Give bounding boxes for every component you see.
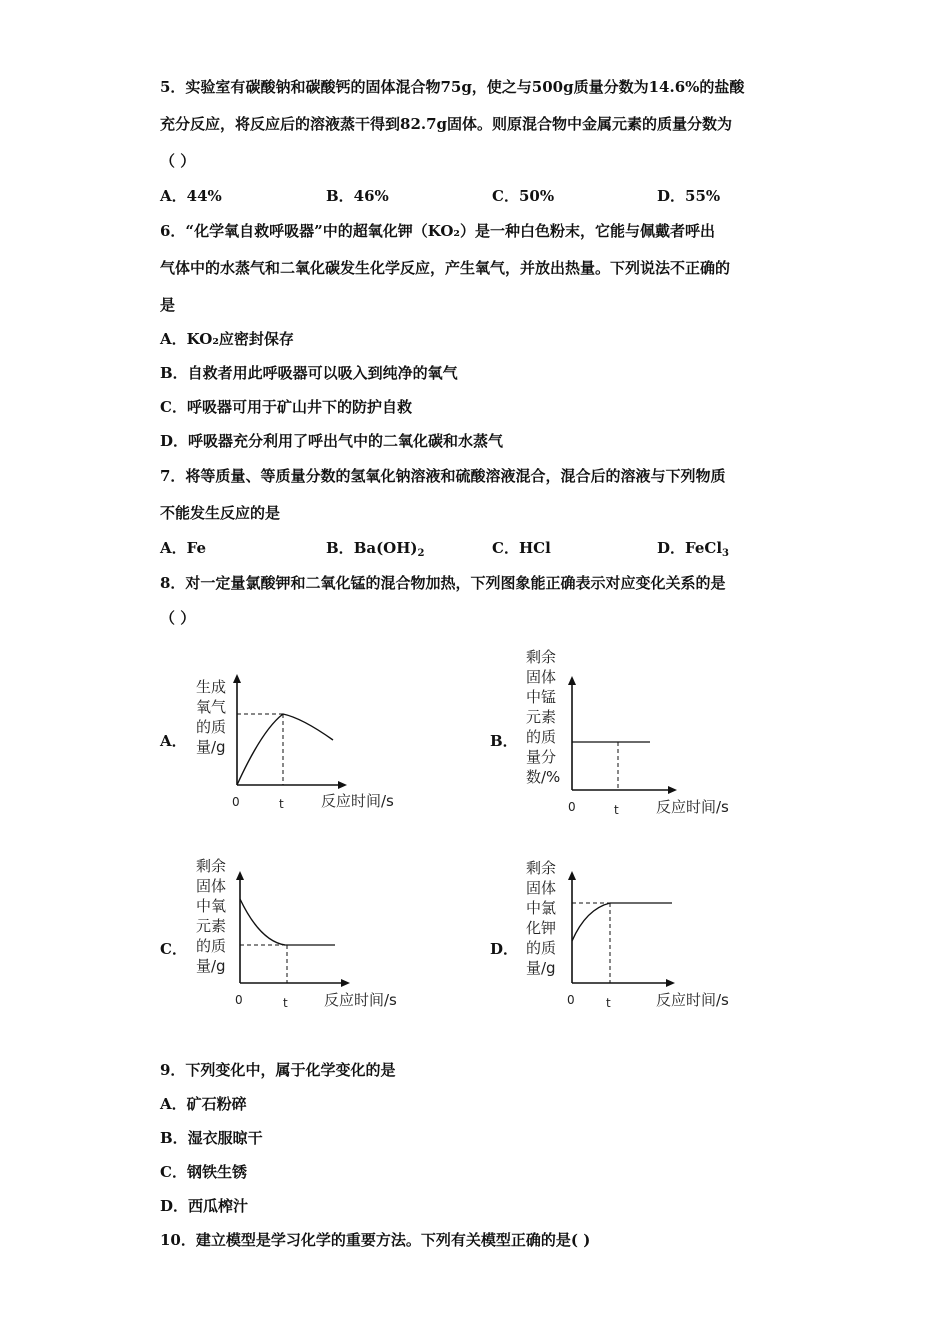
graph-b-t-tick: t bbox=[614, 803, 619, 817]
q6-stem-line1: 6．“化学氧自救呼吸器”中的超氧化钾（KO₂）是一种白色粉末，它能与佩戴者呼出 bbox=[160, 222, 715, 240]
q9-option-b: B．湿衣服晾干 bbox=[160, 1129, 263, 1147]
graph-d-x-arrow bbox=[666, 979, 675, 987]
graph-b-ylabel-4: 元素 bbox=[526, 708, 557, 726]
q8-graph-c bbox=[190, 853, 420, 1018]
graph-a-xlabel: 反应时间/s bbox=[321, 792, 394, 810]
q9-option-c: C．钢铁生锈 bbox=[160, 1163, 247, 1181]
graph-c-t-tick: t bbox=[283, 996, 288, 1010]
q8-graph-b-label: B． bbox=[490, 732, 518, 750]
graph-c-origin: 0 bbox=[235, 993, 243, 1007]
graph-b-ylabel-1: 剩余 bbox=[526, 648, 557, 666]
graph-a-ylabel-3: 的质 bbox=[196, 718, 227, 736]
graph-c-ylabel-5: 的质 bbox=[196, 937, 227, 955]
q9-option-d: D．西瓜榨汁 bbox=[160, 1197, 249, 1215]
graph-a-ylabel-1: 生成 bbox=[196, 678, 227, 696]
graph-c-ylabel-1: 剩余 bbox=[196, 857, 227, 875]
q8-graph-d bbox=[520, 853, 750, 1018]
graph-c-ylabel-3: 中氧 bbox=[196, 897, 227, 915]
q9-stem: 9．下列变化中，属于化学变化的是 bbox=[160, 1061, 396, 1079]
graph-d-t-tick: t bbox=[606, 996, 611, 1010]
q8-graph-a-label: A． bbox=[160, 732, 187, 750]
q10-stem: 10．建立模型是学习化学的重要方法。下列有关模型正确的是( ) bbox=[160, 1231, 591, 1249]
q6-option-d: D．呼吸器充分利用了呼出气中的二氧化碳和水蒸气 bbox=[160, 432, 504, 450]
graph-a-t-tick: t bbox=[279, 797, 284, 811]
graph-a-x-arrow bbox=[338, 781, 347, 789]
q9-option-a: A．矿石粉碎 bbox=[160, 1095, 247, 1113]
graph-c-y-arrow bbox=[236, 871, 244, 880]
graph-b-ylabel-3: 中锰 bbox=[526, 688, 557, 706]
graph-a-y-arrow bbox=[233, 674, 241, 683]
graph-d-curve bbox=[572, 903, 610, 941]
q8-stem-line2: （ ） bbox=[160, 609, 196, 627]
q7-option-c: C．HCl bbox=[492, 539, 551, 557]
graph-a-curve bbox=[237, 714, 333, 785]
q5-option-a: A．44% bbox=[160, 187, 222, 205]
q7-option-a: A．Fe bbox=[160, 539, 207, 557]
graph-a-ylabel-2: 氧气 bbox=[196, 698, 227, 716]
q6-option-c: C．呼吸器可用于矿山井下的防护自救 bbox=[160, 398, 412, 416]
q5-stem-line1: 5．实验室有碳酸钠和碳酸钙的固体混合物75g，使之与500g质量分数为14.6%的盐酸 bbox=[160, 78, 745, 96]
graph-d-ylabel-4: 化钾 bbox=[526, 919, 557, 937]
graph-c-ylabel-2: 固体 bbox=[196, 877, 227, 895]
q8-graph-b bbox=[520, 642, 750, 822]
graph-c-ylabel-4: 元素 bbox=[196, 917, 227, 935]
graph-c-curve bbox=[240, 899, 285, 945]
graph-b-ylabel-2: 固体 bbox=[526, 668, 557, 686]
graph-d-ylabel-2: 固体 bbox=[526, 879, 557, 897]
graph-c-ylabel-6: 量/g bbox=[196, 957, 226, 975]
graph-b-xlabel: 反应时间/s bbox=[656, 798, 729, 816]
q6-stem-line2: 气体中的水蒸气和二氧化碳发生化学反应，产生氧气，并放出热量。下列说法不正确的 bbox=[160, 259, 731, 277]
q5-stem-line3: （ ） bbox=[160, 152, 196, 170]
q7-option-b: B．$Ba(OH)_2$ bbox=[326, 539, 425, 559]
graph-c-x-arrow bbox=[341, 979, 350, 987]
graph-d-y-arrow bbox=[568, 871, 576, 880]
q8-stem-line1: 8．对一定量氯酸钾和二氧化锰的混合物加热，下列图象能正确表示对应变化关系的是 bbox=[160, 574, 726, 592]
graph-b-ylabel-7: 数/% bbox=[526, 768, 561, 786]
graph-d-ylabel-5: 的质 bbox=[526, 939, 557, 957]
q5-stem-line2: 充分反应，将反应后的溶液蒸干得到82.7g固体。则原混合物中金属元素的质量分数为 bbox=[160, 115, 733, 133]
q6-option-b: B．自救者用此呼吸器可以吸入到纯净的氧气 bbox=[160, 364, 458, 382]
graph-b-x-arrow bbox=[668, 786, 677, 794]
graph-a-origin: 0 bbox=[232, 795, 240, 809]
q8-graph-d-label: D． bbox=[490, 940, 519, 958]
q5-option-b: B．46% bbox=[326, 187, 389, 205]
graph-b-ylabel-5: 的质 bbox=[526, 728, 557, 746]
graph-d-ylabel-3: 中氯 bbox=[526, 899, 557, 917]
graph-d-xlabel: 反应时间/s bbox=[656, 991, 729, 1009]
q8-graph-a bbox=[190, 670, 420, 815]
q7-stem-line1: 7．将等质量、等质量分数的氢氧化钠溶液和硫酸溶液混合，混合后的溶液与下列物质 bbox=[160, 467, 726, 485]
graph-d-ylabel-1: 剩余 bbox=[526, 859, 557, 877]
q5-option-c: C．50% bbox=[492, 187, 555, 205]
graph-d-ylabel-6: 量/g bbox=[526, 959, 556, 977]
graph-d-origin: 0 bbox=[567, 993, 575, 1007]
q7-stem-line2: 不能发生反应的是 bbox=[160, 504, 281, 522]
graph-b-origin: 0 bbox=[568, 800, 576, 814]
graph-b-ylabel-6: 量分 bbox=[526, 748, 557, 766]
graph-a-ylabel-4: 量/g bbox=[196, 738, 226, 756]
q8-graph-c-label: C． bbox=[160, 940, 187, 958]
graph-b-y-arrow bbox=[568, 676, 576, 685]
q7-option-d: D．FeCl$_3$ bbox=[657, 539, 729, 559]
q6-stem-line3: 是 bbox=[160, 296, 176, 314]
q6-option-a: A．KO₂应密封保存 bbox=[160, 330, 294, 348]
q5-option-d: D．55% bbox=[657, 187, 721, 205]
graph-c-xlabel: 反应时间/s bbox=[324, 991, 397, 1009]
